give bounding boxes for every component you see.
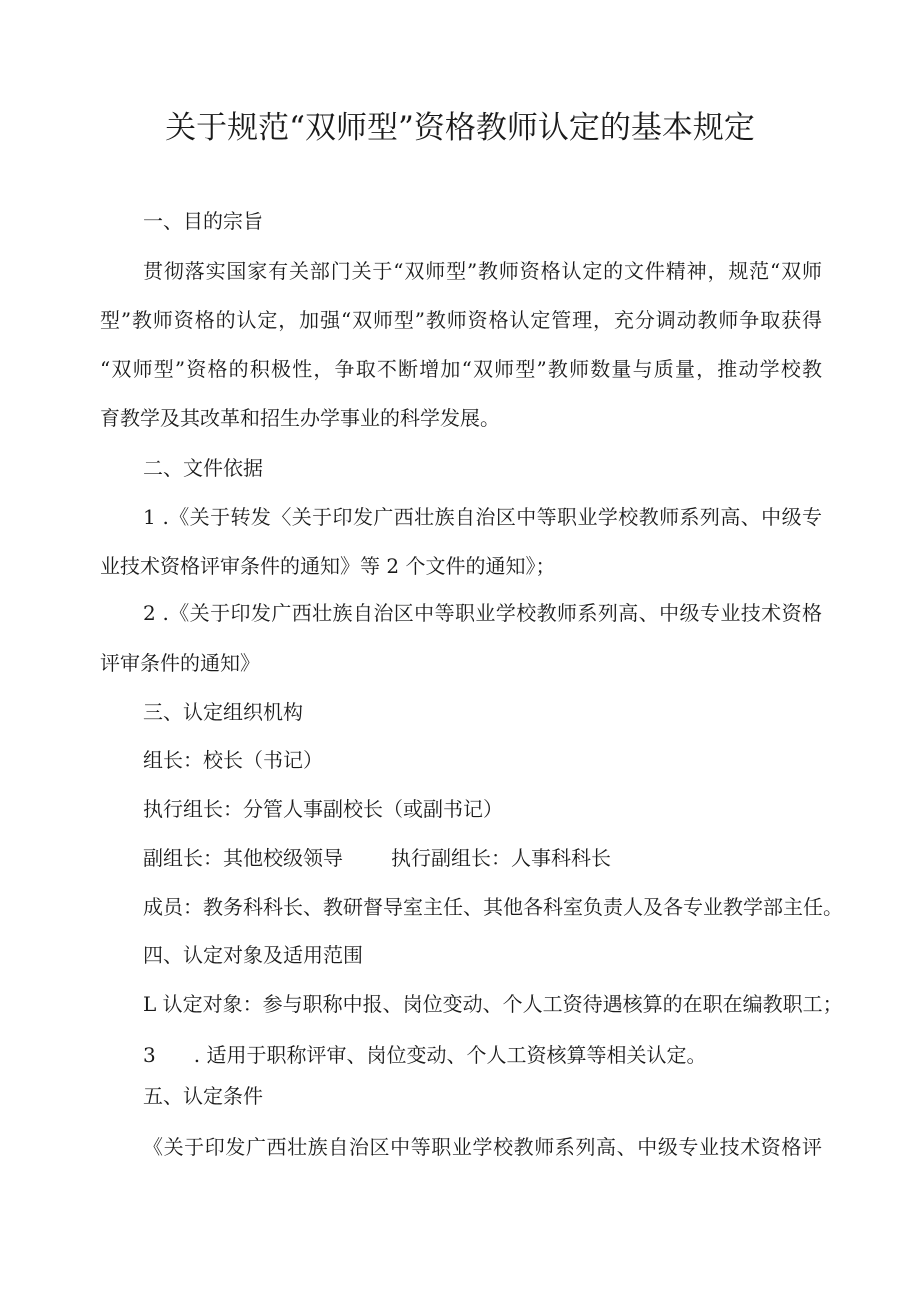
paragraph-line: 型”教师资格的认定，加强“双师型”教师资格认定管理，充分调动教师争取获得 — [100, 308, 822, 332]
list-item-line: 2 .《关于印发广西壮族自治区中等职业学校教师系列高、中级专业技术资格 — [143, 601, 822, 625]
section-heading-scope: 四、认定对象及适用范围 — [143, 943, 363, 967]
section-heading-basis: 二、文件依据 — [143, 456, 263, 480]
leader-line: 组长：校长（书记） — [143, 748, 323, 772]
deputy-leader: 副组长：其他校级领导 — [143, 846, 343, 870]
paragraph-line: 贯彻落实国家有关部门关于“双师型”教师资格认定的文件精神，规范“双师 — [143, 259, 822, 283]
scope-item-number: 3 — [143, 1043, 156, 1067]
section-heading-organization: 三、认定组织机构 — [143, 700, 303, 724]
scope-item-text: . 适用于职称评审、岗位变动、个人工资核算等相关认定。 — [193, 1043, 707, 1067]
members-line: 成员：教务科科长、教研督导室主任、其他各科室负责人及各专业教学部主任。 — [143, 895, 843, 919]
scope-item-line: L 认定对象：参与职称中报、岗位变动、个人工资待遇核算的在职在编教职工； — [143, 992, 843, 1016]
list-item-line: 1 .《关于转发〈关于印发广西壮族自治区中等职业学校教师系列高、中级专 — [143, 505, 822, 529]
section-heading-purpose: 一、目的宗旨 — [143, 209, 263, 233]
list-item-line: 评审条件的通知》 — [100, 651, 260, 675]
document-title: 关于规范“双师型”资格教师认定的基本规定 — [165, 110, 755, 146]
deputy-leader-line — [143, 843, 611, 873]
section-heading-conditions: 五、认定条件 — [143, 1084, 263, 1108]
exec-deputy-leader: 执行副组长：人事科科长 — [391, 846, 611, 870]
list-item-line: 业技术资格评审条件的通知》等 2 个文件的通知》； — [100, 554, 556, 578]
paragraph-line: 《关于印发广西壮族自治区中等职业学校教师系列高、中级专业技术资格评 — [143, 1135, 822, 1159]
paragraph-line: “双师型”资格的积极性，争取不断增加“双师型”教师数量与质量，推动学校教 — [100, 357, 822, 381]
exec-leader-line: 执行组长：分管人事副校长（或副书记） — [143, 797, 503, 821]
paragraph-line: 育教学及其改革和招生办学事业的科学发展。 — [100, 406, 500, 430]
scope-item-line — [143, 1040, 706, 1070]
